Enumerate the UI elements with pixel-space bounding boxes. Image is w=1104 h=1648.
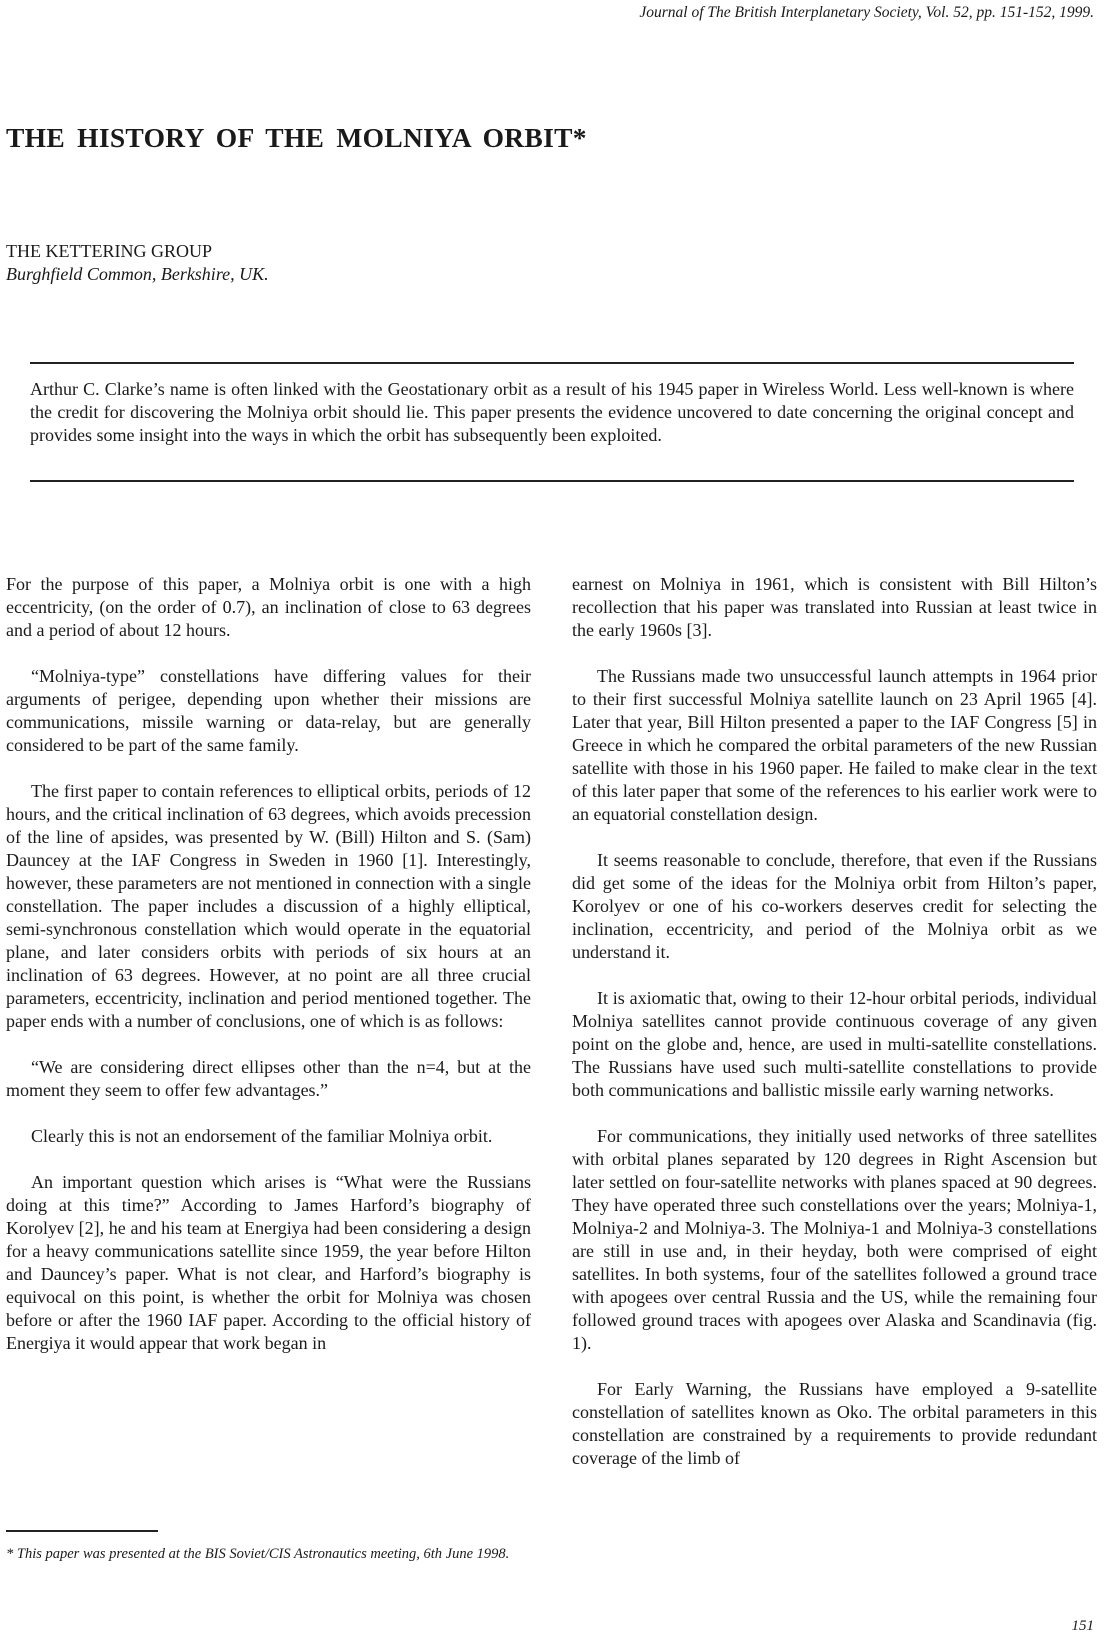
footnote-divider [6, 1530, 158, 1532]
journal-citation: Journal of The British Interplanetary Society, Vol. 52, pp. 151-152, 1999. [639, 4, 1094, 21]
left-column [6, 573, 531, 1378]
paragraph: It seems reasonable to conclude, therefore, that even if the Russians did get some of the ideas for the Molniya orbit from Hilton’s paper, Korolyev or one of his co-workers deserves credit for selecting the inclination, eccentricity, and period of the Molniya orbit as we understand it. [572, 850, 1097, 962]
page-number: 151 [1071, 1618, 1094, 1634]
paragraph: For Early Warning, the Russians have employed a 9-satellite constellation of satellites known as Oko. The orbital parameters in this constellation are constrained by a requirements to provide redundant coverage of the limb of [572, 1379, 1097, 1468]
author-location: Burghfield Common, Berkshire, UK. [6, 264, 269, 284]
footnote: * This paper was presented at the BIS Soviet/CIS Astronautics meeting, 6th June 1998. [6, 1546, 510, 1562]
paragraph: The first paper to contain references to elliptical orbits, periods of 12 hours, and the critical inclination of 63 degrees, which avoids precession of the line of apsides, was presented by W. (Bill) Hilton and S. (Sam) Dauncey at the IAF Congress in Sweden in 1960 [1]. Interestingly, however, these parameters are not mentioned in connection with a single constellation. The paper includes a discussion of a highly elliptical, semi-synchronous constellation which would operate in the equatorial plane, and later considers orbits with periods of six hours at an inclination of 63 degrees. However, at no point are all three crucial parameters, eccentricity, inclination and period mentioned together. The paper ends with a number of conclusions, one of which is as follows: [6, 781, 531, 1031]
paragraph: It is axiomatic that, owing to their 12-hour orbital periods, individual Molniya satellites cannot provide continuous coverage of any given point on the globe and, hence, are used in multi-satellite constellations. The Russians have used such multi-satellite constellations to provide both communications and ballistic missile early warning networks. [572, 988, 1097, 1100]
author-name: THE KETTERING GROUP [6, 241, 212, 261]
paragraph: “Molniya-type” constellations have differing values for their arguments of perigee, depending upon whether their missions are communications, missile warning or data-relay, but are generally considered to be part of the same family. [6, 666, 531, 755]
paragraph: For the purpose of this paper, a Molniya orbit is one with a high eccentricity, (on the order of 0.7), an inclination of close to 63 degrees and a period of about 12 hours. [6, 574, 531, 640]
paragraph: earnest on Molniya in 1961, which is consistent with Bill Hilton’s recollection that his paper was translated into Russian at least twice in the early 1960s [3]. [572, 574, 1097, 640]
paragraph: Clearly this is not an endorsement of the familiar Molniya orbit. [31, 1126, 493, 1146]
paragraph: “We are considering direct ellipses other than the n=4, but at the moment they seem to offer few advantages.” [6, 1057, 531, 1100]
paragraph: The Russians made two unsuccessful launch attempts in 1964 prior to their first successful Molniya satellite launch on 23 April 1965 [4]. Later that year, Bill Hilton presented a paper to the IAF Congress [5] in Greece in which he compared the orbital parameters of the new Russian satellite with those in his 1960 paper. He failed to make clear in the text of this later paper that some of the references to his earlier work were to an equatorial constellation design. [572, 666, 1097, 824]
paragraph: For communications, they initially used networks of three satellites with orbital planes separated by 120 degrees in Right Ascension but later settled on four-satellite networks with planes spaced at 90 degrees. They have operated three such constellations over the years; Molniya-1, Molniya-2 and Molniya-3. The Molniya-1 and Molniya-3 constellations are still in use and, in their heyday, both were comprised of eight satellites. In both systems, four of the satellites followed a ground trace with apogees over central Russia and the US, while the remaining four followed ground traces with apogees over Alaska and Scandinavia (fig. 1). [572, 1126, 1097, 1353]
author-affiliation [6, 240, 269, 286]
right-column [572, 573, 1097, 1493]
paper-title: THE HISTORY OF THE MOLNIYA ORBIT* [6, 122, 587, 153]
abstract [30, 362, 1074, 482]
paragraph: An important question which arises is “What were the Russians doing at this time?” According to James Harford’s biography of Korolyev [2], he and his team at Energiya had been considering a design for a heavy communications satellite since 1959, the year before Hilton and Dauncey’s paper. What is not clear, and Harford’s biography is equivocal on this point, is whether the orbit for Molniya was chosen before or after the 1960 IAF paper. According to the official history of Energiya it would appear that work began in [6, 1172, 531, 1353]
abstract-text: Arthur C. Clarke’s name is often linked with the Geostationary orbit as a result of his 1945 paper in Wireless World. Less well-known is where the credit for discovering the Molniya orbit should lie. This paper presents the evidence uncovered to date concerning the original concept and provides some insight into the ways in which the orbit has subsequently been exploited. [30, 379, 1074, 445]
